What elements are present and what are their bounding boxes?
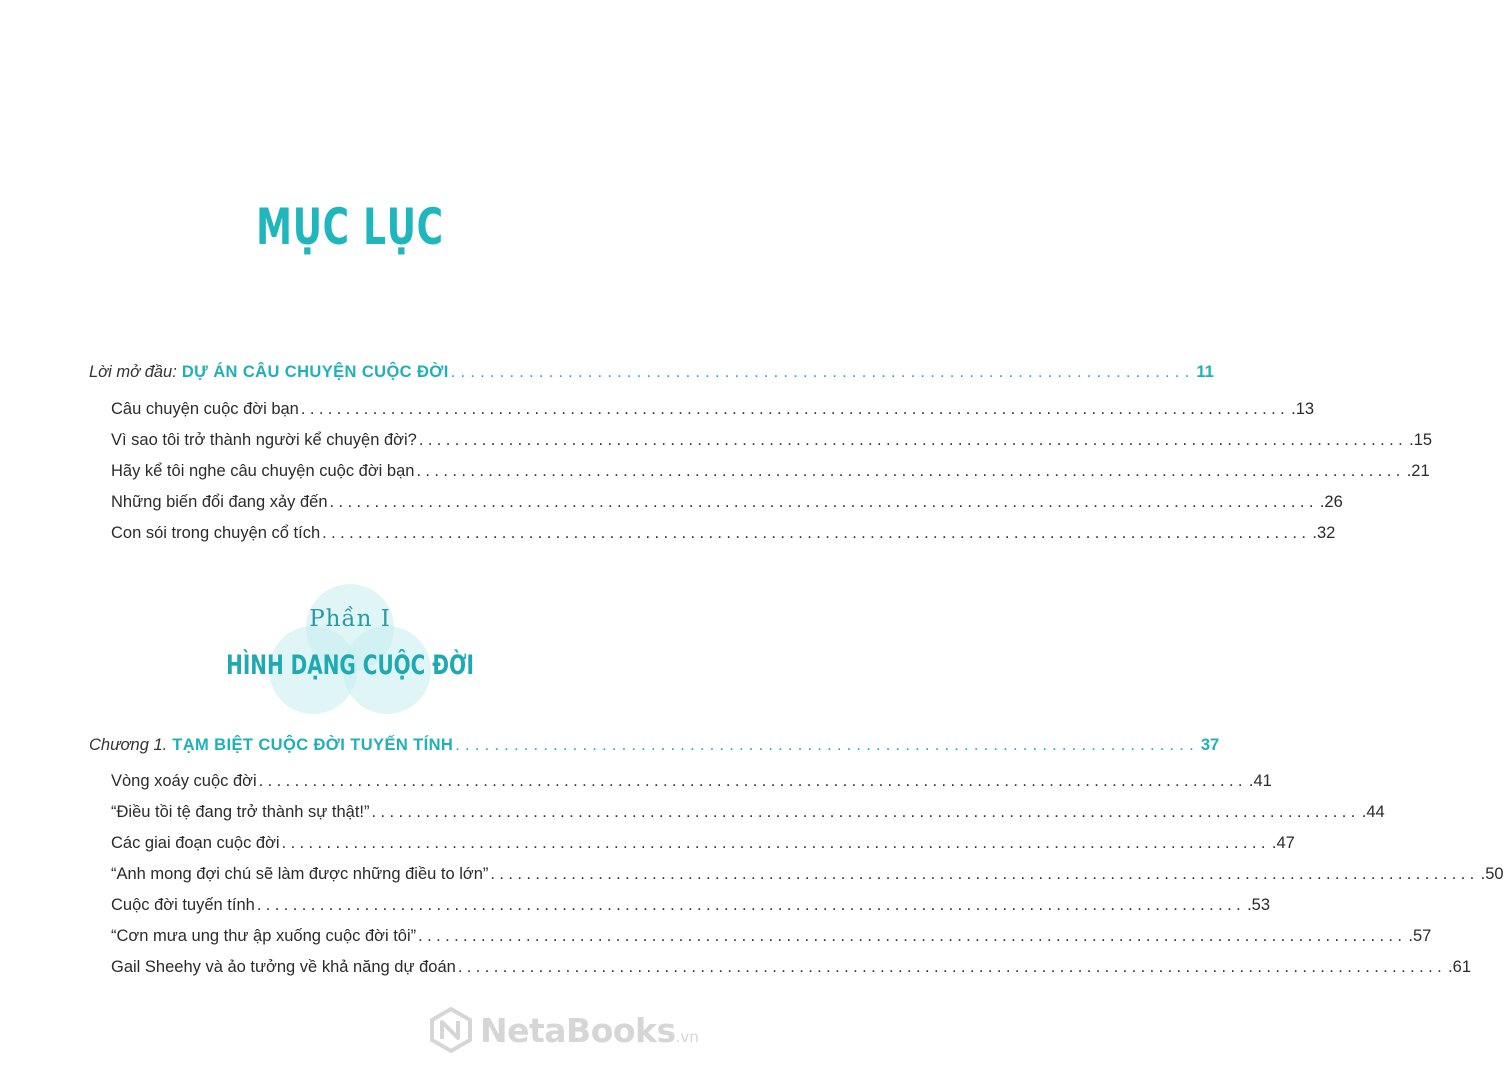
toc-entry[interactable]	[111, 427, 1433, 453]
toc-entry[interactable]	[111, 489, 1343, 515]
toc-dot-leader: ..............................................................................................................	[281, 834, 1270, 852]
toc-heading-prefix: Chương 1.	[89, 736, 168, 754]
toc-page-number: .21	[1406, 462, 1430, 480]
toc-dot-leader: ..............................................................................................................	[457, 958, 1447, 976]
toc-page-number: .44	[1361, 803, 1385, 821]
toc-entry-title: Các giai đoạn cuộc đời	[111, 834, 280, 852]
toc-entry[interactable]	[111, 396, 1315, 422]
toc-entry-title: “Điều tồi tệ đang trở thành sự thật!”	[111, 803, 370, 821]
toc-entry[interactable]	[111, 923, 1432, 949]
toc-heading-title: DỰ ÁN CÂU CHUYỆN CUỘC ĐỜI	[181, 363, 449, 381]
toc-page-number: 37	[1200, 736, 1220, 754]
toc-entry-title: “Anh mong đợi chú sẽ làm được những điều to lớn”	[111, 865, 489, 883]
toc-entry-title: Những biến đổi đang xảy đến	[111, 493, 328, 511]
toc-entry[interactable]	[111, 892, 1271, 918]
toc-dot-leader: ..............................................................................................................	[329, 493, 1318, 511]
toc-dot-leader: ..............................................................................................................	[300, 400, 1290, 418]
toc-dot-leader: ..............................................................................................................	[416, 462, 1405, 480]
toc-entry-title: Con sói trong chuyện cổ tích	[111, 524, 321, 542]
toc-dot-leader: ............................................................................	[455, 736, 1199, 754]
toc-heading-prefix: Lời mở đầu:	[89, 363, 177, 381]
toc-entry[interactable]	[111, 768, 1272, 794]
toc-entry-title: Câu chuyện cuộc đời bạn	[111, 400, 299, 418]
toc-dot-leader: ..............................................................................................................	[490, 865, 1479, 883]
toc-page-number: .15	[1409, 431, 1433, 449]
toc-entry[interactable]	[111, 458, 1430, 484]
toc-entry-title: Vòng xoáy cuộc đời	[111, 772, 257, 790]
part-label: Phần I	[309, 606, 391, 632]
toc-entry[interactable]	[111, 954, 1472, 980]
toc-page-number: .41	[1248, 772, 1272, 790]
toc-page-number: .32	[1312, 524, 1336, 542]
page-title: MỤC LỤC	[256, 198, 444, 256]
toc-dot-leader: ............................................................................	[450, 363, 1195, 381]
toc-page-number: .61	[1448, 958, 1472, 976]
toc-heading-intro[interactable]	[89, 359, 1214, 385]
toc-page-number: .47	[1271, 834, 1295, 852]
toc-page-number: .57	[1408, 927, 1432, 945]
part-title: HÌNH DẠNG CUỘC ĐỜI	[226, 650, 474, 681]
netabooks-watermark	[428, 1003, 699, 1057]
toc-entry-title: Cuộc đời tuyến tính	[111, 896, 255, 914]
watermark-brand: NetaBooks	[480, 1010, 676, 1050]
toc-dot-leader: ..............................................................................................................	[322, 524, 1311, 542]
toc-page-number: .50	[1480, 865, 1504, 883]
toc-dot-leader: ..............................................................................................................	[258, 772, 1247, 790]
toc-entry[interactable]	[111, 799, 1385, 825]
toc-entry[interactable]	[111, 861, 1504, 887]
toc-entry-title: Hãy kể tôi nghe câu chuyện cuộc đời bạn	[111, 462, 415, 480]
toc-entry-title: Gail Sheehy và ảo tưởng về khả năng dự đoán	[111, 958, 456, 976]
toc-page-number: .13	[1291, 400, 1315, 418]
toc-dot-leader: ..............................................................................................................	[256, 896, 1246, 914]
toc-entry-title: “Cơn mưa ung thư ập xuống cuộc đời tôi”	[111, 927, 417, 945]
toc-entry[interactable]	[111, 830, 1295, 856]
toc-entry[interactable]	[111, 520, 1336, 546]
toc-entry-title: Vì sao tôi trở thành người kể chuyện đời?	[111, 431, 417, 449]
toc-heading-title: TẠM BIỆT CUỘC ĐỜI TUYẾN TÍNH	[172, 736, 454, 754]
toc-page-number: 11	[1196, 363, 1214, 381]
watermark-suffix: .vn	[675, 1028, 699, 1046]
toc-page-number: .26	[1319, 493, 1343, 511]
netabooks-logo-icon	[428, 1007, 474, 1053]
toc-dot-leader: ..............................................................................................................	[418, 431, 1408, 449]
toc-dot-leader: ..............................................................................................................	[371, 803, 1360, 821]
toc-dot-leader: ..............................................................................................................	[418, 927, 1407, 945]
toc-page-number: .53	[1247, 896, 1271, 914]
toc-heading-chapter-1[interactable]	[89, 732, 1220, 758]
